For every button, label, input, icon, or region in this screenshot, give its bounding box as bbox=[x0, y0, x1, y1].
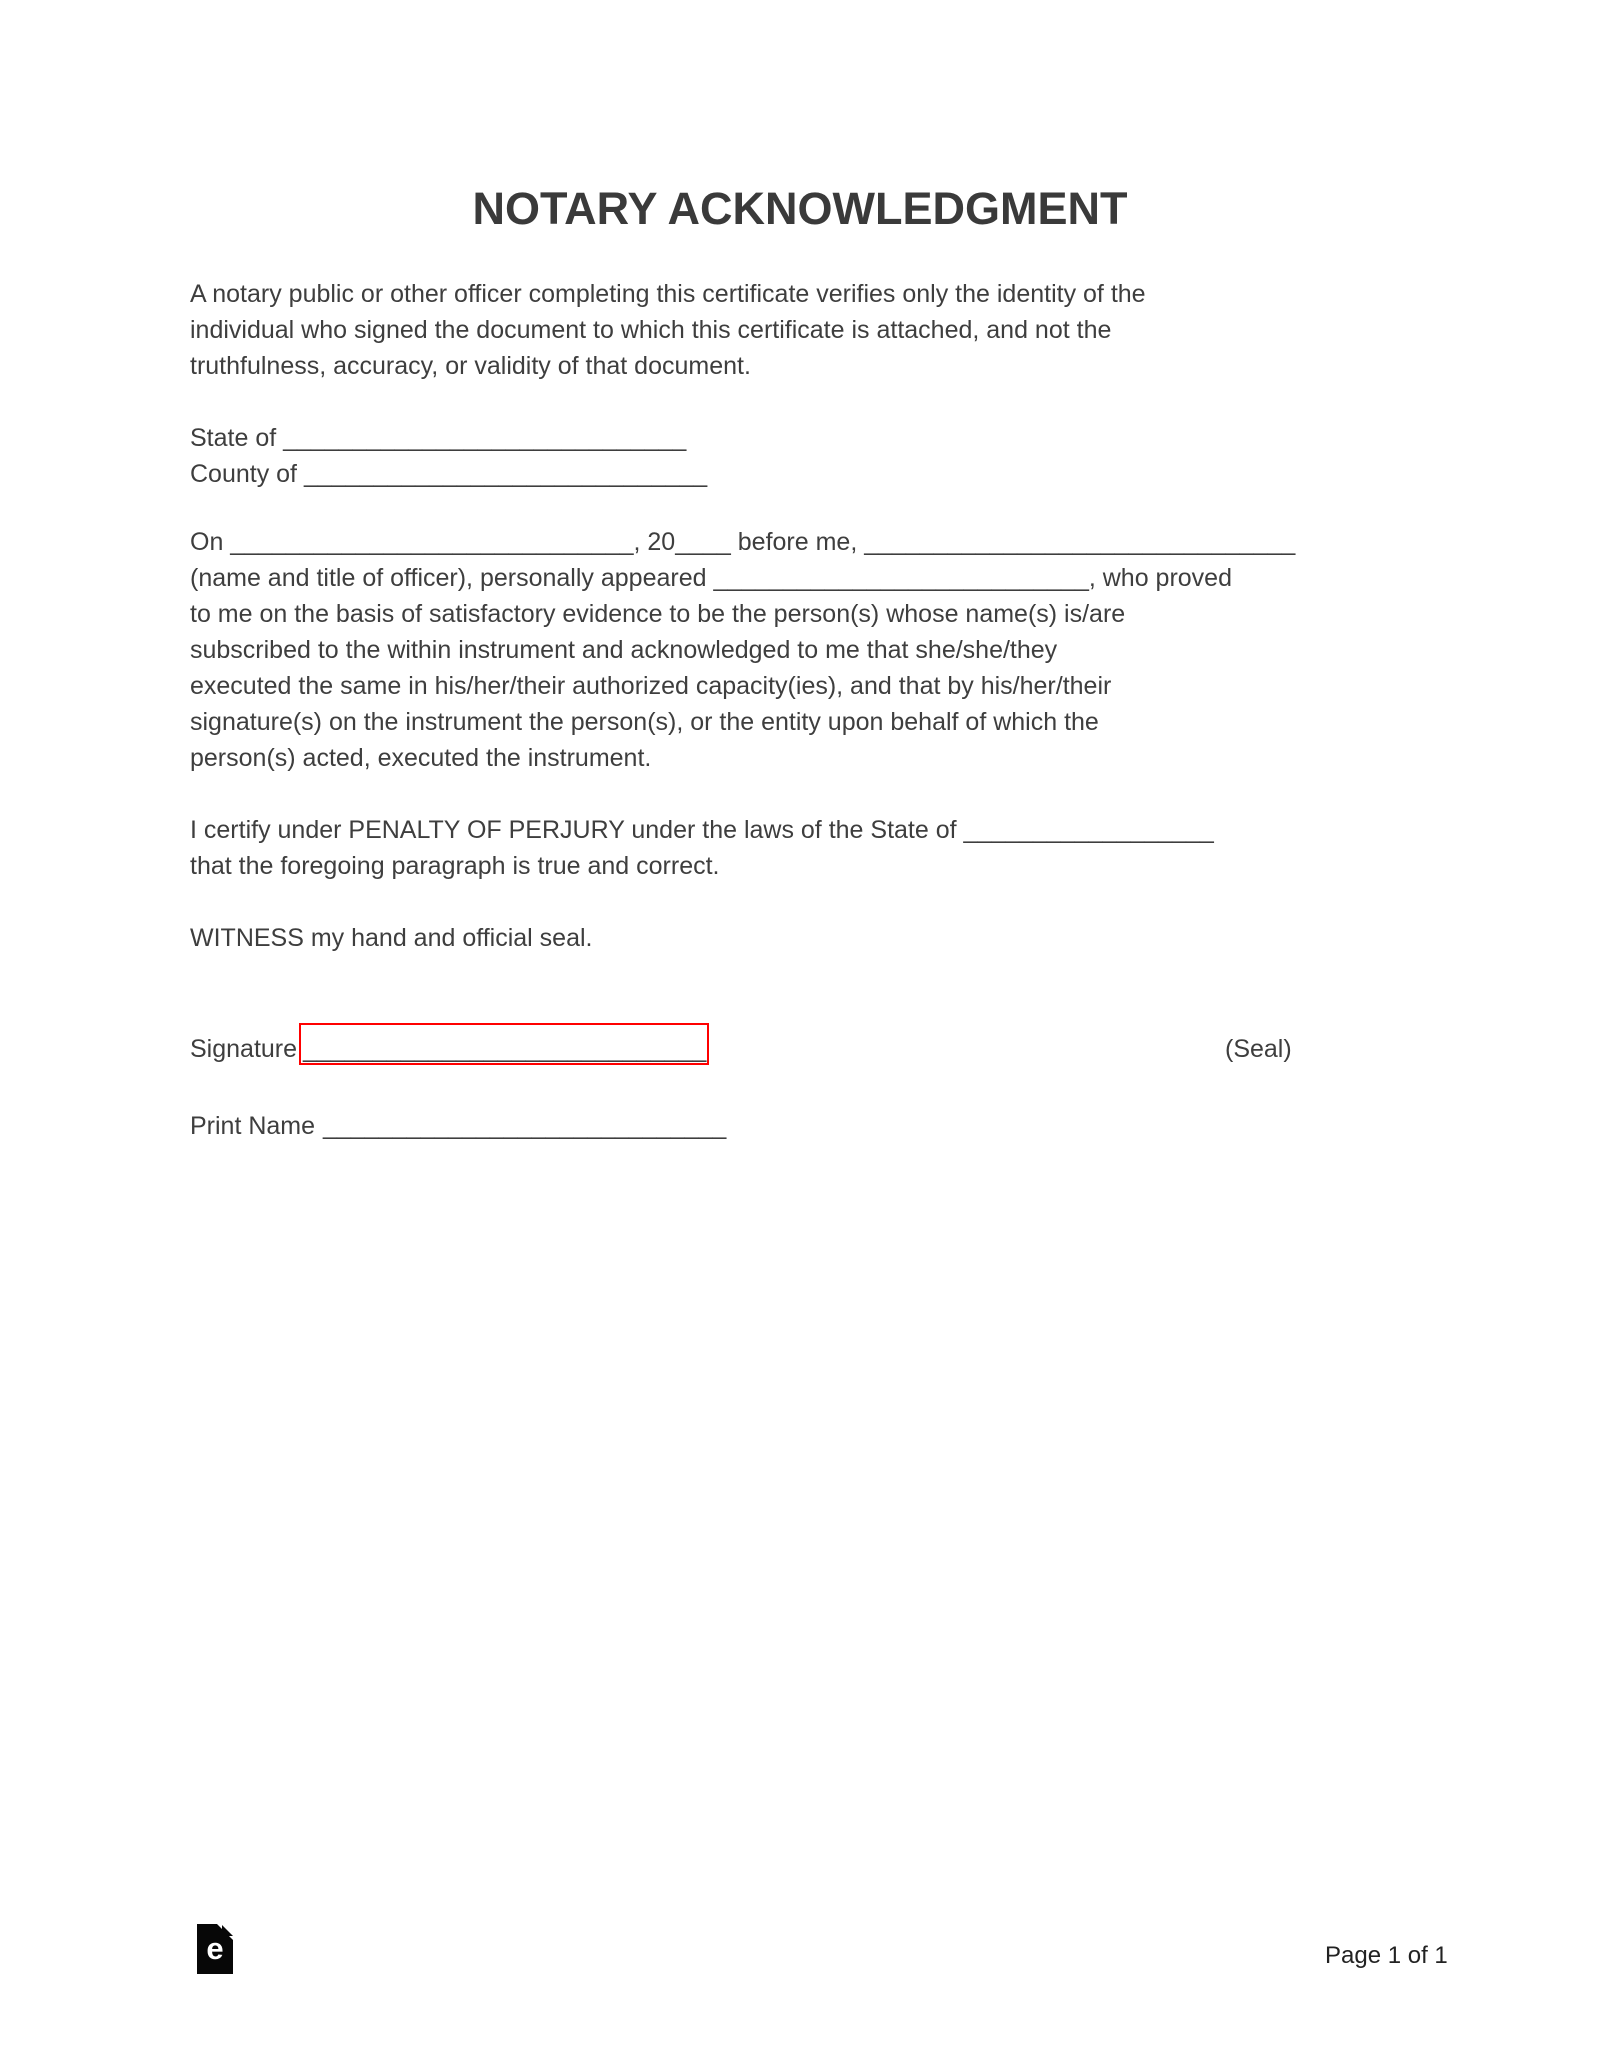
acknowledgment-line: subscribed to the within instrument and acknowledged to me that she/she/they bbox=[190, 636, 1058, 664]
intro-line: individual who signed the document to which this certificate is attached, and not the bbox=[190, 316, 1112, 344]
jurisdiction-block bbox=[190, 420, 1440, 492]
intro-line: A notary public or other officer completing this certificate verifies only the identity of the bbox=[190, 280, 1146, 308]
acknowledgment-paragraph bbox=[190, 524, 1440, 776]
acknowledgment-line: to me on the basis of satisfactory evidence to be the person(s) whose name(s) is/are bbox=[190, 600, 1126, 628]
acknowledgment-line: person(s) acted, executed the instrument. bbox=[190, 744, 652, 772]
county-of-line: County of _____________________________ bbox=[190, 460, 708, 488]
page-number: Page 1 of 1 bbox=[1325, 1942, 1448, 1969]
print-name-blank-line: _____________________________ bbox=[323, 1112, 727, 1140]
page-title: NOTARY ACKNOWLEDGMENT bbox=[472, 183, 1128, 234]
acknowledgment-line: (name and title of officer), personally appeared ___________________________, who proved bbox=[190, 564, 1232, 592]
witness-line-block bbox=[190, 920, 1440, 956]
perjury-certification-paragraph bbox=[190, 812, 1440, 884]
eforms-document-logo-icon bbox=[197, 1924, 233, 1974]
signature-blank bbox=[303, 1031, 706, 1067]
logo-letter: e bbox=[206, 1931, 224, 1966]
intro-line: truthfulness, accuracy, or validity of that document. bbox=[190, 352, 751, 380]
print-name-label: Print Name bbox=[190, 1112, 316, 1140]
perjury-line: I certify under PENALTY OF PERJURY under the laws of the State of __________________ bbox=[190, 816, 1214, 844]
witness-line: WITNESS my hand and official seal. bbox=[190, 924, 593, 952]
seal-label: (Seal) bbox=[1225, 1035, 1292, 1063]
acknowledgment-line: On _____________________________, 20____ before me, _______________________________ bbox=[190, 528, 1296, 556]
state-of-line: State of _____________________________ bbox=[190, 424, 687, 452]
intro-paragraph bbox=[190, 276, 1440, 384]
signature-label: Signature bbox=[190, 1035, 298, 1063]
signature-blank-line: _____________________________ bbox=[303, 1035, 707, 1063]
perjury-line: that the foregoing paragraph is true and correct. bbox=[190, 852, 720, 880]
signature-row bbox=[190, 1031, 1440, 1067]
acknowledgment-line: signature(s) on the instrument the person(s), or the entity upon behalf of which the bbox=[190, 708, 1099, 736]
print-name-row bbox=[190, 1108, 1440, 1144]
signature-field-highlight-box[interactable] bbox=[299, 1023, 709, 1065]
acknowledgment-line: executed the same in his/her/their authorized capacity(ies), and that by his/her/their bbox=[190, 672, 1112, 700]
